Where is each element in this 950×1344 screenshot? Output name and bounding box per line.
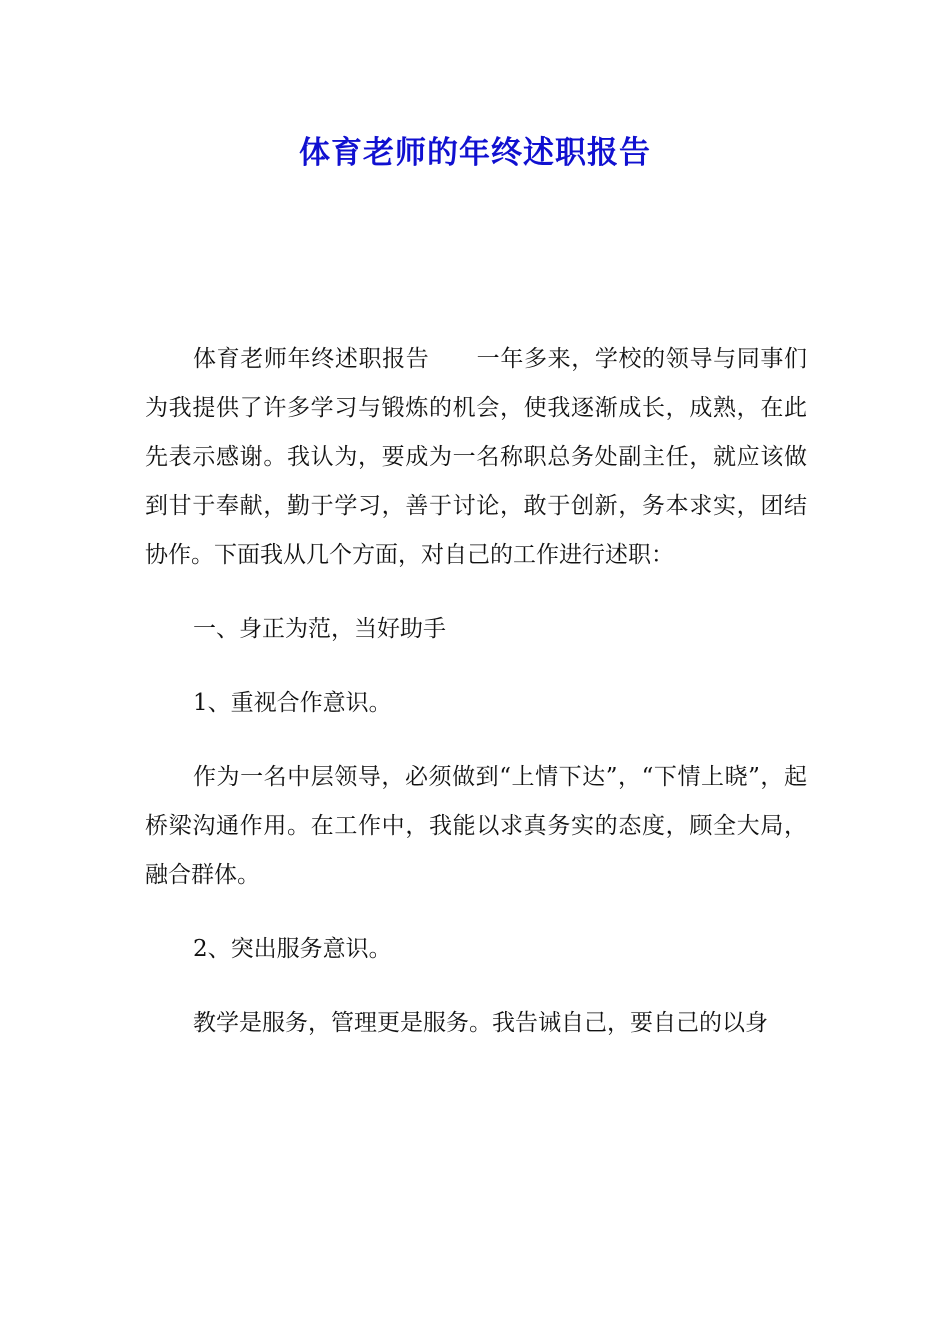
paragraph-cooperation: 作为一名中层领导，必须做到“上情下达”，“下情上晓”，起桥梁沟通作用。在工作中，我能以求真务实的态度，顾全大局，融合群体。 — [145, 764, 807, 888]
document-body — [145, 335, 807, 1073]
document-title: 体育老师的年终述职报告 — [299, 135, 651, 171]
subheading-2: 2、突出服务意识。 — [193, 936, 392, 962]
paragraph-service: 教学是服务，管理更是服务。我告诫自己，要自己的以身 — [193, 1010, 768, 1036]
subheading-1: 1、重视合作意识。 — [193, 690, 392, 716]
section-heading-1: 一、身正为范，当好助手 — [193, 616, 446, 642]
paragraph-intro: 体育老师年终述职报告 一年多来，学校的领导与同事们为我提供了许多学习与锻炼的机会，使我逐渐成长，成熟，在此先表示感谢。我认为，要成为一名称职总务处副主任，就应该做到甘于奉献，勤于学习，善于讨论，敢于创新，务本求实，团结协作。下面我从几个方面，对自己的工作进行述职： — [145, 346, 807, 568]
